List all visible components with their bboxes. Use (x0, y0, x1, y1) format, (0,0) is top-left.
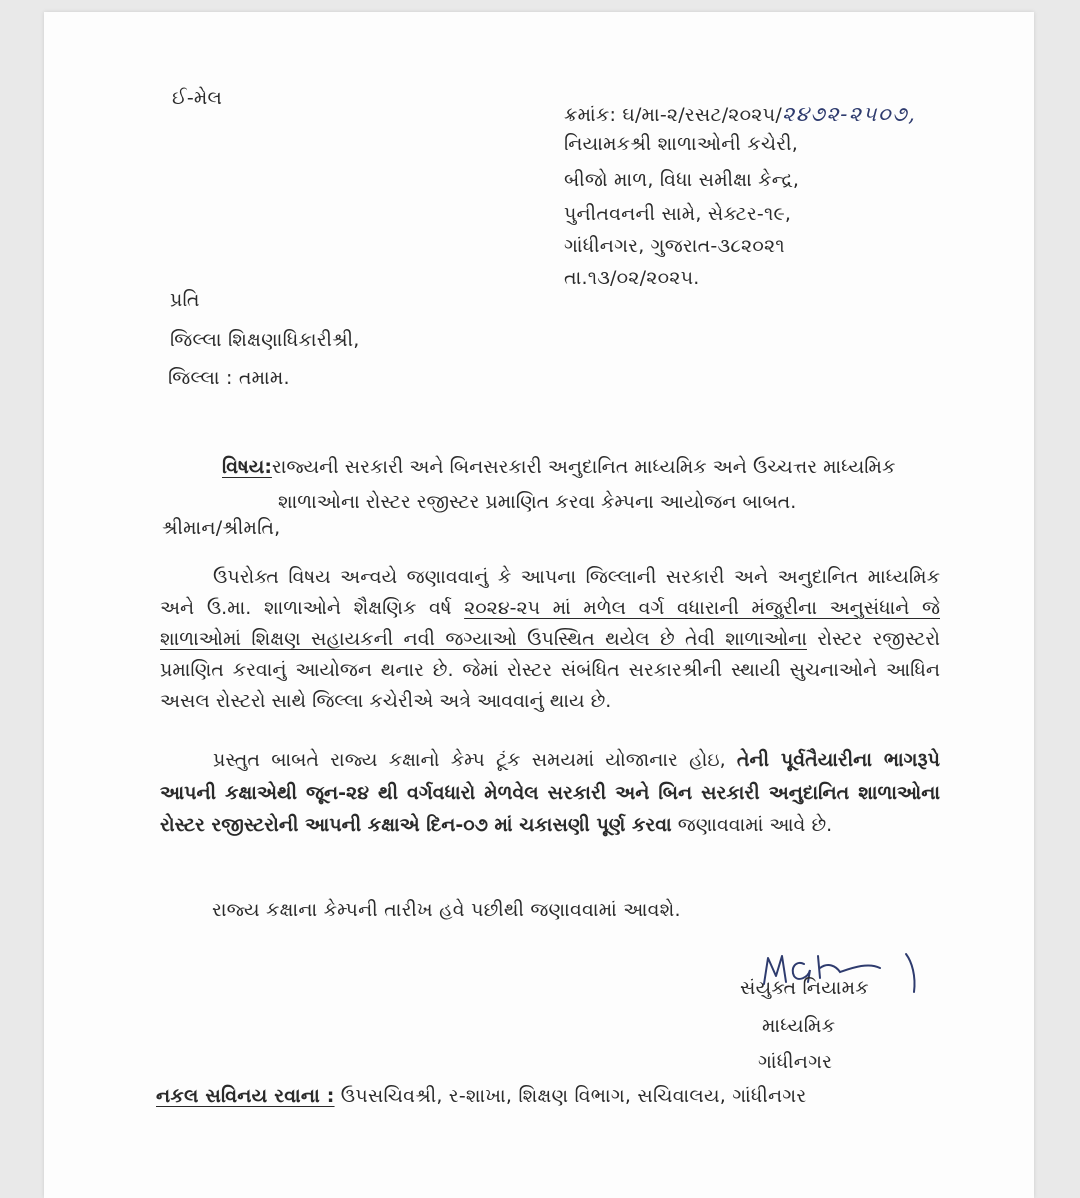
reference-handwritten: ૨૪૭૨-૨૫૦૭, (781, 102, 917, 126)
reference-number (564, 100, 916, 129)
mode-label: ઈ-મેલ (172, 87, 223, 109)
signatory-title: સંયુક્ત નિયામક (740, 977, 869, 999)
subject-line-2: શાળાઓના રોસ્ટર રજીસ્ટર પ્રમાણિત કરવા કેમ્પના આયોજન બાબત. (278, 491, 797, 513)
office-line-4: ગાંધીનગર, ગુજરાત-૩૮૨૦૨૧ (564, 235, 785, 257)
letter-date: તા.૧૩/૦૨/૨૦૨૫. (564, 267, 700, 289)
paragraph-1 (160, 562, 940, 717)
paragraph-2-text-b: જણાવવામાં આવે છે. (671, 814, 833, 836)
office-line-2: બીજો માળ, વિધા સમીક્ષા કેન્દ્ર, (564, 169, 800, 191)
salutation: શ્રીમાન/શ્રીમતિ, (162, 517, 281, 539)
signatory-section: માધ્યમિક (762, 1015, 836, 1037)
paragraph-3: રાજ્ય કક્ષાના કેમ્પની તારીખ હવે પછીથી જણાવવામાં આવશે. (212, 899, 681, 921)
paragraph-1-underlined: ૨૦૨૪-૨૫ માં મળેલ વર્ગ વધારાની મંજુરીના અનુસંધાને જે શાળાઓમાં શિક્ષણ સહાયકની નવી જગ્યાઓ ઉપસ્થિત થયેલ છે તેવી શાળાઓના (160, 597, 940, 650)
subject-block (222, 450, 922, 520)
paragraph-1-text-b: રોસ્ટર રજીસ્ટરો પ્રમાણિત કરવાનું આયોજન થનાર છે. જેમાં રોસ્ટર સંબંધિત સરકારશ્રીની સ્થાયી સુચનાઓને આધિન અસલ રોસ્ટરો સાથે જિલ્લા કચેરીએ અત્રે આવવાનું થાય છે. (160, 628, 940, 712)
paragraph-1-text-a: ઉપરોક્ત વિષય અન્વયે જણાવવાનું કે આપના જિલ્લાની સરકારી અને અનુદાનિત માધ્યમિક અને ઉ.મા. શાળાઓને શૈક્ષણિક વર્ષ (160, 566, 940, 619)
copy-to-line (156, 1082, 806, 1110)
office-line-3: પુનીતવનની સામે, સેક્ટર-૧૯, (564, 203, 792, 225)
subject-line-1: રાજ્યની સરકારી અને બિનસરકારી અનુદાનિત માધ્યમિક અને ઉચ્ચત્તર માધ્યમિક (271, 456, 896, 478)
to-label: પ્રતિ (170, 289, 200, 311)
reference-prefix: ક્રમાંક: ઘ/મા-૨/રસટ/૨૦૨૫/ (564, 104, 782, 126)
paragraph-2-bold: તેની પૂર્વતૈયારીના ભાગરૂપે આપની કક્ષાએથી જૂન-૨૪ થી વર્ગવધારો મેળવેલ સરકારી અને બિન સરકારી અનુદાનિત શાળાઓના રોસ્ટર રજીસ્ટરોની આપની કક્ષાએ દિન-૦૭ માં ચકાસણી પૂર્ણ કરવા (160, 749, 940, 836)
recipient: જિલ્લા શિક્ષણાધિકારીશ્રી, (170, 329, 360, 351)
paragraph-2 (160, 744, 940, 842)
signatory-place: ગાંધીનગર (758, 1051, 833, 1073)
copy-label: નકલ સવિનય રવાના : (156, 1085, 335, 1107)
copy-recipient: ઉપસચિવશ્રી, ર-શાખા, શિક્ષણ વિભાગ, સચિવાલય, ગાંધીનગર (334, 1085, 807, 1107)
recipient-district: જિલ્લા : તમામ. (168, 367, 290, 389)
office-line-1: નિયામકશ્રી શાળાઓની કચેરી, (564, 133, 798, 155)
paragraph-2-text-a: પ્રસ્તુત બાબતે રાજ્ય કક્ષાનો કેમ્પ ટૂંક સમયમાં યોજાનાર હોઇ, (213, 749, 737, 771)
subject-label: વિષય: (222, 456, 272, 478)
letter-page (44, 12, 1034, 1198)
